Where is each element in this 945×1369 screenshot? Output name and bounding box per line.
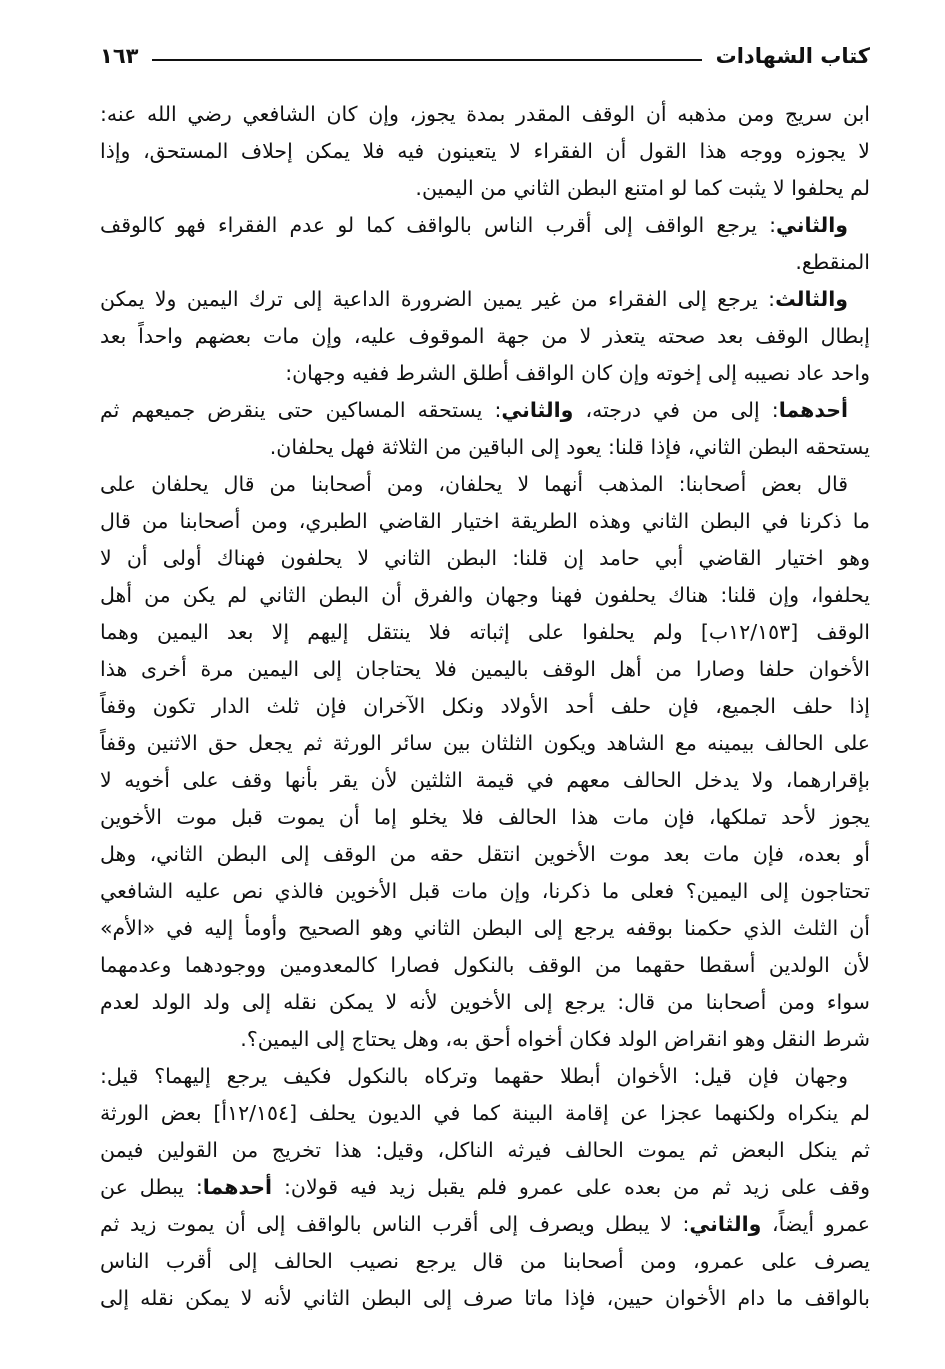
text-line bbox=[100, 244, 870, 281]
text-segment: وقف على زيد ثم من بعده على عمرو فلم يقبل زيد فيه قولان: bbox=[272, 1175, 870, 1199]
bold-term: والثاني bbox=[501, 398, 574, 422]
text-line bbox=[100, 947, 870, 984]
text-line bbox=[100, 1132, 870, 1169]
text-line bbox=[100, 1095, 870, 1132]
text-line bbox=[100, 1206, 870, 1243]
text-segment: عمرو أيضاً، bbox=[761, 1212, 870, 1236]
text-line bbox=[100, 355, 870, 392]
text-line bbox=[100, 762, 870, 799]
text-segment: : إلى من في درجته، bbox=[573, 398, 779, 422]
text-line bbox=[100, 688, 870, 725]
text-segment: وهو اختيار القاضي أبي حامد إن قلنا: البطن الثاني لا يحلفون فهناك أولى أن لا bbox=[100, 546, 870, 570]
text-line bbox=[100, 1169, 870, 1206]
text-line bbox=[100, 503, 870, 540]
text-line bbox=[100, 540, 870, 577]
text-line bbox=[100, 392, 870, 429]
bold-term: أحدهما bbox=[202, 1175, 273, 1199]
text-segment: وجهان فإن قيل: الأخوان أبطلا حقهما وتركاه بالنكول فكيف يرجع إليهما؟ قيل: bbox=[100, 1064, 848, 1088]
text-line bbox=[100, 873, 870, 910]
text-segment: : يرجع الواقف إلى أقرب الناس بالواقف كما لو عدم الفقراء فهو كالوقف bbox=[100, 213, 777, 237]
text-segment: لم يحلفوا لا يثبت كما لو امتنع البطن الثاني من اليمين. bbox=[415, 176, 870, 200]
text-segment: : يبطل عن bbox=[100, 1175, 203, 1199]
text-segment: يحلفوا، وإن قلنا: هناك يحلفون فهنا وجهان والفرق أن البطن الثاني لم يكن من أهل bbox=[100, 583, 870, 607]
text-line bbox=[100, 984, 870, 1021]
text-line bbox=[100, 1243, 870, 1280]
text-line bbox=[100, 836, 870, 873]
text-segment: أو بعده، فإن مات بعد موت الأخوين انتقل حقه من الوقف إلى البطن الثاني، وهل bbox=[100, 842, 870, 866]
text-segment: أن الثلث الذي حكمنا بوقفه يرجع إلى البطن الثاني وهو الصحيح وأومأ إليه في «الأم» bbox=[100, 916, 870, 940]
text-line bbox=[100, 133, 870, 170]
text-line bbox=[100, 429, 870, 466]
text-segment: تحتاجون إلى اليمين؟ فعلى ما ذكرنا، وإن مات قبل الأخوين فالذي نص عليه الشافعي bbox=[100, 879, 870, 903]
text-segment: بإقرارهما، ولا يدخل الحالف معهم في قيمة الثلثين لأن يقر بأنها وقف على أخويه لا bbox=[100, 768, 870, 792]
text-line bbox=[100, 207, 870, 244]
text-line bbox=[100, 96, 870, 133]
text-line bbox=[100, 651, 870, 688]
text-line bbox=[100, 318, 870, 355]
text-segment: الأخوان حلفا وصارا من أهل الوقف باليمين فلا يحتاجان إلى اليمين مرة أخرى هذا bbox=[100, 657, 870, 681]
text-segment: : لا يبطل ويصرف إلى أقرب الناس بالواقف إلى أن يموت زيد ثم bbox=[100, 1212, 690, 1236]
text-segment: لا يجوزه ووجه هذا القول أن الفقراء لا يتعينون فيه فلا يمكن إحلاف المستحق، وإذا bbox=[100, 139, 870, 163]
text-line bbox=[100, 1058, 870, 1095]
text-line bbox=[100, 466, 870, 503]
page-body-text bbox=[100, 96, 870, 1317]
text-segment: شرط النقل وهو انقراض الولد فكان أخواه أحق به، وهل يحتاج إلى اليمين؟. bbox=[240, 1027, 870, 1051]
text-line bbox=[100, 725, 870, 762]
text-segment: بالواقف ما دام الأخوان حيين، فإذا ماتا صرف إلى البطن الثاني لأنه لا يمكن نقله إلى bbox=[100, 1286, 870, 1310]
text-segment: سواء ومن أصحابنا من قال: يرجع إلى الأخوين لأنه لا يمكن نقله إلى ولد الولد لعدم bbox=[100, 990, 870, 1014]
text-segment: يصرف على عمرو، ومن أصحابنا من قال يرجع نصيب الحالف إلى أقرب الناس bbox=[100, 1249, 870, 1273]
bold-term: والثاني bbox=[689, 1212, 762, 1236]
header-rule bbox=[152, 59, 701, 61]
text-line bbox=[100, 281, 870, 318]
text-segment: : يستحقه المساكين حتى ينقرض جميعهم ثم bbox=[100, 398, 502, 422]
text-segment: على الحالف بيمينه مع الشاهد ويكون الثلثان بين سائر الورثة ثم يجعل حق الاثنين وقفاً bbox=[100, 731, 870, 755]
text-segment: يجوز لأحد تملكها، فإن مات هذا الحالف فلا يخلو إما أن يموت قبل موت الأخوين bbox=[100, 805, 870, 829]
text-line bbox=[100, 1021, 870, 1058]
bold-term: أحدهما bbox=[778, 398, 849, 422]
text-segment: إبطال الوقف بعد صحته يتعذر لا من جهة الموقوف عليه، وإن مات بعضهم واحداً بعد bbox=[100, 324, 870, 348]
text-segment: قال بعض أصحابنا: المذهب أنهما لا يحلفان، ومن أصحابنا من قال يحلفان على bbox=[100, 472, 848, 496]
text-segment: لم ينكراه ولكنهما عجزا عن إقامة البينة كما في الديون يحلف [١٢/١٥٤أ] بعض الورثة bbox=[100, 1101, 870, 1125]
chapter-title: كتاب الشهادات bbox=[715, 44, 870, 68]
text-segment: : يرجع إلى الفقراء من غير يمين الضرورة الداعية إلى ترك اليمين ولا يمكن bbox=[100, 287, 776, 311]
text-line bbox=[100, 577, 870, 614]
text-segment: ابن سريج ومن مذهبه أن الوقف المقدر بمدة يجوز، وإن كان الشافعي رضي الله عنه: bbox=[100, 102, 870, 126]
text-segment: الوقف [١٢/١٥٣ب] ولم يحلفوا على إثباته فلا ينتقل إليهم إلا بعد اليمين وهما bbox=[100, 620, 870, 644]
text-segment: لأن الولدين أسقطا حقهما من الوقف بالنكول فصارا كالمعدومين ووجودهما وعدمهما bbox=[100, 953, 870, 977]
page-number: ١٦٣ bbox=[100, 44, 139, 68]
text-line bbox=[100, 799, 870, 836]
bold-term: والثالث bbox=[775, 287, 848, 311]
text-segment: ثم ينكل البعض ثم يموت الحالف فيرثه الناكل، وقيل: هذا تخريج من القولين فيمن bbox=[100, 1138, 870, 1162]
running-header bbox=[100, 38, 870, 74]
text-line bbox=[100, 614, 870, 651]
text-segment: إذا حلف الجميع، فإن حلف أحد الأولاد ونكل الآخران فإن ثلث الدار تكون وقفاً bbox=[100, 694, 870, 718]
bold-term: والثاني bbox=[776, 213, 848, 237]
text-line bbox=[100, 170, 870, 207]
text-segment: واحد عاد نصيبه إلى إخوته وإن كان الواقف أطلق الشرط ففيه وجهان: bbox=[285, 361, 870, 385]
text-segment: المنقطع. bbox=[795, 250, 870, 274]
text-line bbox=[100, 1280, 870, 1317]
text-segment: يستحقه البطن الثاني، فإذا قلنا: يعود إلى الباقين من الثلاثة فهل يحلفان. bbox=[269, 435, 870, 459]
text-line bbox=[100, 910, 870, 947]
text-segment: ما ذكرنا في البطن الثاني وهذه الطريقة اختيار القاضي الطبري، ومن أصحابنا من قال bbox=[100, 509, 870, 533]
